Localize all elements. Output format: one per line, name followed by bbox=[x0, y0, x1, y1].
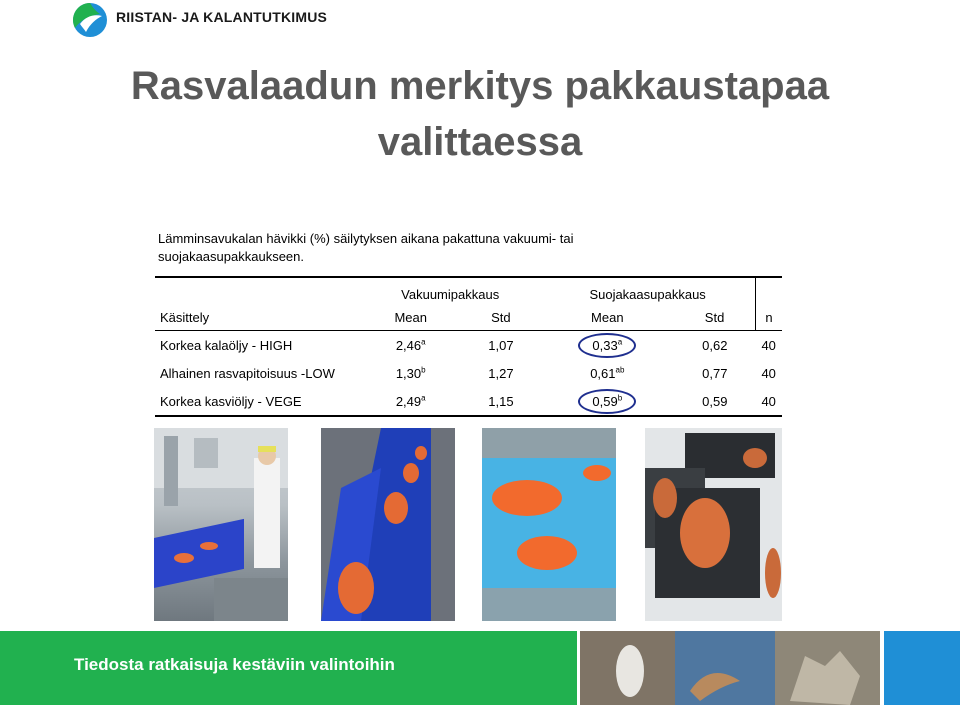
table-row bbox=[155, 359, 782, 387]
cell-gas-std: 0,62 bbox=[702, 337, 728, 353]
column-header-vac-mean: Mean bbox=[360, 310, 461, 331]
cell-vac-mean: 2,49$^a$ bbox=[360, 387, 461, 416]
cell-vac-std: 1,27 bbox=[488, 365, 514, 381]
photo-trays-stack bbox=[645, 428, 782, 621]
row-label: Alhainen rasvapitoisuus -LOW bbox=[160, 365, 335, 381]
cell-vac-std: 1,07 bbox=[488, 337, 514, 353]
cell-gas-std: 0,59 bbox=[674, 387, 755, 416]
photo-vacuum-packed-fillets bbox=[321, 428, 455, 621]
column-header-gas-mean: Mean bbox=[540, 310, 674, 331]
row-label: Korkea kalaöljy - HIGH bbox=[160, 337, 293, 353]
column-header-n: n bbox=[755, 310, 782, 331]
cell-gas-mean bbox=[540, 387, 674, 416]
table-row bbox=[155, 387, 782, 416]
photo-gas-packed-fillets bbox=[482, 428, 616, 621]
cell-n: 40 bbox=[761, 337, 776, 353]
footer-blue-block bbox=[884, 631, 960, 705]
highlight-circle: 0,33$^a$ bbox=[586, 337, 628, 354]
slide-title bbox=[120, 58, 840, 170]
results-table bbox=[155, 276, 782, 417]
cell-n: 40 bbox=[755, 387, 782, 416]
row-label: Korkea kasviöljy - VEGE bbox=[155, 387, 360, 416]
table-row bbox=[155, 331, 782, 360]
cell-gas-mean bbox=[540, 331, 674, 360]
slide-title-line-2: valittaessa bbox=[377, 120, 583, 164]
organization-logo bbox=[72, 2, 108, 38]
cell-n: 40 bbox=[761, 365, 776, 381]
cell-gas-std: 0,77 bbox=[702, 365, 728, 381]
cell-vac-std: 1,15 bbox=[461, 387, 540, 416]
cell-gas-mean: 0,61$^{ab}$ bbox=[590, 365, 625, 381]
group-header-gas: Suojakaasupakkaus bbox=[540, 277, 755, 310]
cell-vac-mean: 2,46$^a$ bbox=[395, 337, 426, 353]
cell-vac-mean: 1,30$^b$ bbox=[395, 365, 426, 381]
footer-slogan: Tiedosta ratkaisuja kestäviin valintoihin bbox=[74, 655, 395, 674]
table-caption: Lämminsavukalan hävikki (%) säilytyksen aikana pakattuna vakuumi- tai suojakaasupakkaukseen. bbox=[158, 231, 574, 264]
group-header-vacuum: Vakuumipakkaus bbox=[360, 277, 540, 310]
footer-image-strip bbox=[580, 631, 880, 705]
highlight-circle: 0,59$^b$ bbox=[586, 393, 628, 410]
photo-processing-worker bbox=[154, 428, 288, 621]
column-header-treatment: Käsittely bbox=[155, 310, 360, 331]
organization-name: RIISTAN- JA KALANTUTKIMUS bbox=[116, 9, 328, 25]
slide-title-line-1: Rasvalaadun merkitys pakkaustapaa bbox=[130, 64, 830, 108]
column-header-gas-std: Std bbox=[674, 310, 755, 331]
column-header-vac-std: Std bbox=[461, 310, 540, 331]
